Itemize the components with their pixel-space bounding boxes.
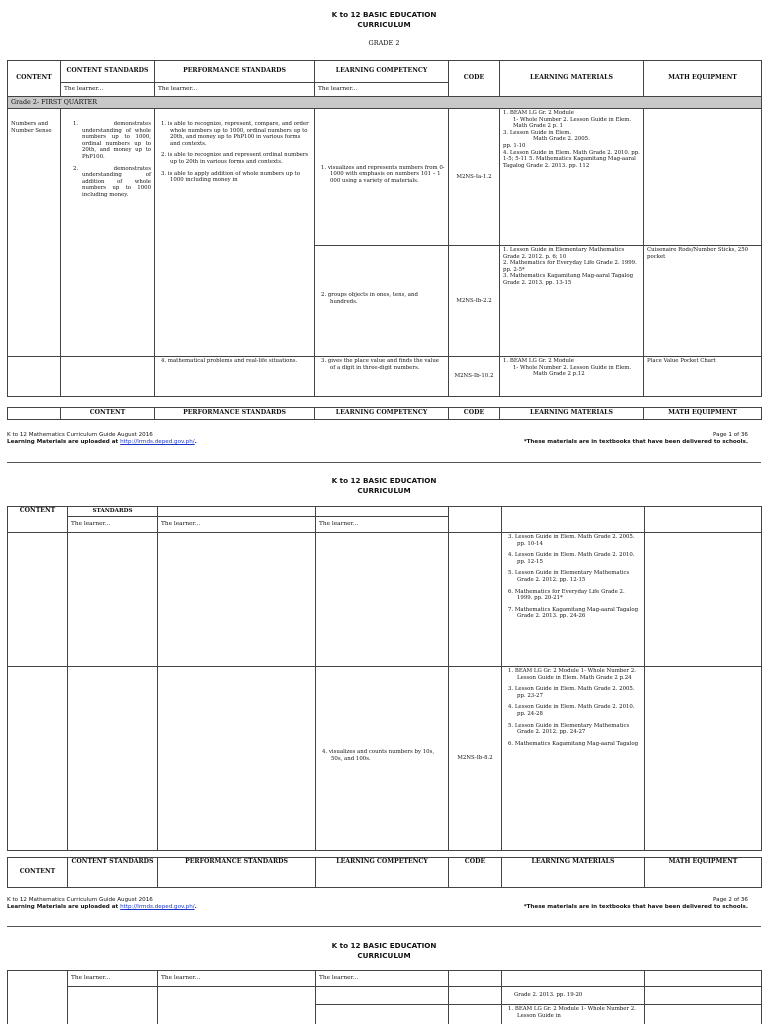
header-content: CONTENT: [61, 408, 155, 420]
performance-standards-cell: [158, 533, 316, 667]
content-standards-cell: [68, 987, 158, 1024]
material-line: 2. Mathematics for Everyday Life Grade 2. 1999. pp. 2-5*: [503, 260, 637, 273]
header-content: CONTENT: [8, 61, 61, 97]
code-cell: M2NS-Ib-8.2: [449, 667, 502, 851]
header-math-equipment: MATH EQUIPMENT: [645, 858, 762, 888]
material-line: 4. Lesson Guide in Elem. Math Grade 2. 2010. pp. 1-5; 5-11 5. Mathematics Kagamitang Mag-aaral Tagalog Grade 2. 2013. pp. 112: [503, 149, 640, 169]
equipment-cell: [645, 1005, 762, 1024]
header-content: CONTENT: [8, 858, 68, 888]
footer-note: *These materials are in textbooks that have been delivered to schools.: [523, 904, 748, 910]
material-line: 1. BEAM LG Gr. 2 Module: [503, 358, 574, 364]
footer-left: [7, 432, 197, 446]
header-performance-standards: PERFORMANCE STANDARDS: [155, 408, 315, 420]
material-line: 3. Mathematics Kagamitang Mag-aaral Tagalog Grade 2. 2013. pp. 13-15: [503, 273, 634, 286]
page-number: Page 2 of 36: [713, 897, 748, 903]
competency-cell: [315, 246, 449, 357]
header-content-standards: CONTENT STANDARDS: [61, 61, 155, 83]
equipment-cell: [645, 987, 762, 1005]
performance-standards-cell: [155, 109, 315, 357]
header-performance-standards: PERFORMANCE STANDARDS: [155, 61, 315, 83]
competency-cell: [316, 987, 449, 1005]
repeat-header-page2: [7, 857, 762, 888]
content-standards-cell: [61, 109, 155, 357]
learner-label: The learner...: [68, 517, 158, 533]
header-blank: [8, 971, 68, 1024]
material-line: Math Grade 2 p.12: [533, 371, 585, 378]
header-learning-competency: LEARNING COMPETENCY: [315, 408, 449, 420]
header-content-standards: CONTENT STANDARDS: [68, 858, 158, 888]
competency-cell: [316, 1005, 449, 1024]
code-cell: [449, 533, 502, 667]
content-standards-cell: [61, 357, 155, 397]
material-line: 1- Whole Number 2. Lesson Guide in Elem.: [513, 364, 632, 371]
content-standards-cell: [68, 667, 158, 851]
materials-cell: [502, 533, 645, 667]
footer-guide: K to 12 Mathematics Curriculum Guide August 2016: [7, 432, 153, 438]
doc-title-line1: K to 12 BASIC EDUCATION: [331, 476, 437, 485]
competency-cell: [315, 109, 449, 246]
learner-label: The learner...: [61, 83, 155, 97]
material-line: 4. Lesson Guide in Elem. Math Grade 2. 2010. pp. 24-28: [508, 704, 635, 717]
material-line: 4. Lesson Guide in Elem. Math Grade 2. 2010. pp. 12-15: [508, 552, 635, 565]
code-cell: M2NS-Ib-10.2: [449, 357, 500, 397]
header-blank: [449, 507, 502, 533]
performance-standard-item: 4. mathematical problems and real-life situations.: [161, 358, 298, 364]
doc-title-line1: K to 12 BASIC EDUCATION: [331, 941, 437, 950]
footer-url-link[interactable]: http://lrmds.deped.gov.ph/: [120, 904, 195, 910]
material-line: 5. Lesson Guide in Elementary Mathematics Grade 2. 2012. pp. 24-27: [508, 722, 630, 736]
equipment-cell: [645, 533, 762, 667]
materials-cell: [502, 667, 645, 851]
code-cell: M2NS-Ib-2.2: [449, 246, 500, 357]
header-blank: [8, 408, 61, 420]
header-math-equipment: MATH EQUIPMENT: [644, 408, 762, 420]
material-line: 1. BEAM LG Gr. 2 Module: [503, 110, 574, 116]
footer-url-link[interactable]: http://lrmds.deped.gov.ph/: [120, 439, 195, 445]
curriculum-table-page1: [7, 60, 762, 397]
header-blank: [158, 507, 316, 517]
header-blank: [645, 971, 762, 987]
page-number: Page 1 of 36: [713, 432, 748, 438]
material-line: pp. 1-10: [503, 142, 526, 149]
header-learning-materials: LEARNING MATERIALS: [500, 61, 644, 97]
page-separator: [7, 462, 761, 463]
equipment-cell: [645, 667, 762, 851]
header-code: CODE: [449, 61, 500, 97]
materials-cell: [500, 109, 644, 246]
curriculum-table-page2: [7, 506, 762, 851]
footer-lm-prefix: Learning Materials are uploaded at: [7, 904, 121, 910]
content-standard-item: 1. demonstrates understanding of whole numbers up to 1000, ordinal numbers up to 20th, and money up to PhP100.: [73, 121, 151, 160]
learner-label: The learner...: [316, 971, 449, 987]
footer-right: [524, 897, 748, 911]
learner-label: The learner...: [316, 517, 449, 533]
header-math-equipment: MATH EQUIPMENT: [644, 61, 762, 97]
equipment-cell: Place Value Pocket Chart: [644, 357, 762, 397]
content-area: Numbers and Number Sense: [8, 109, 61, 357]
competency-text: 2. groups objects in ones, tens, and hundreds.: [321, 291, 418, 305]
header-blank: [316, 507, 449, 517]
material-line: 7. Mathematics Kagamitang Mag-aaral Tagalog Grade 2. 2013. pp. 24-26: [508, 606, 639, 620]
learner-label: The learner...: [158, 517, 316, 533]
competency-cell: [315, 357, 449, 397]
quarter-label: Grade 2- FIRST QUARTER: [8, 97, 762, 109]
material-line: 3. Lesson Guide in Elem. Math Grade 2. 2005. pp. 23-27: [508, 686, 635, 699]
content-area: [8, 357, 61, 397]
grade-label: GRADE 2: [368, 39, 400, 47]
performance-standard-item: 2. is able to recognize and represent ordinal numbers up to 20th in various forms and contexts.: [161, 152, 309, 165]
code-cell: M2NS-Ia-1.2: [449, 109, 500, 246]
footer-lm-prefix: Learning Materials are uploaded at: [7, 439, 121, 445]
repeat-header-page1: [7, 407, 762, 420]
header-standards: STANDARDS: [68, 507, 158, 517]
header-blank: [502, 971, 645, 987]
header-code: CODE: [449, 408, 500, 420]
competency-text: 3. gives the place value and finds the value of a digit in three-digit numbers.: [321, 358, 439, 371]
footer-period: .: [194, 904, 197, 910]
competency-cell: [316, 533, 449, 667]
competency-cell: [316, 667, 449, 851]
footer-lm: [7, 439, 197, 446]
competency-text: 1. visualizes and represents numbers from 0-1000 with emphasis on numbers 101 – 1 000 using a variety of materials.: [321, 164, 445, 184]
material-line: 1. BEAM LG Gr. 2 Module 1- Whole Number 2. Lesson Guide in: [508, 1006, 636, 1019]
material-line: 5. Lesson Guide in Elementary Mathematics Grade 2. 2012. pp. 12-15: [508, 570, 630, 583]
performance-standard-item: 3. is able to apply addition of whole numbers up to 1000 including money in: [161, 170, 300, 184]
page-separator: [7, 926, 761, 927]
content-area: [8, 667, 68, 851]
content-standard-item: 2. demonstrates understanding of addition of whole numbers up to 1000 including money.: [73, 165, 151, 198]
learner-label: The learner...: [158, 971, 316, 987]
materials-cell: [502, 1005, 645, 1024]
footer-right: [524, 432, 748, 446]
footer-guide: K to 12 Mathematics Curriculum Guide August 2016: [7, 897, 153, 903]
performance-standard-item: 1. is able to recognize, represent, compare, and order whole numbers up to 1000, ordinal numbers up to 20th, and money up to PhP100 in various forms and contexts.: [161, 121, 309, 147]
doc-title-line2: CURRICULUM: [357, 19, 411, 29]
footer-note: *These materials are in textbooks that have been delivered to schools.: [523, 439, 748, 445]
materials-cell: Grade 2. 2013. pp. 19-20: [502, 987, 645, 1005]
performance-standards-cell: [158, 987, 316, 1024]
header-code: CODE: [449, 858, 502, 888]
performance-standards-cell: [155, 357, 315, 397]
learner-label: The learner...: [68, 971, 158, 987]
material-line: 6. Mathematics Kagamitang Mag-aaral Tagalog: [508, 740, 639, 747]
header-learning-competency: LEARNING COMPETENCY: [316, 858, 449, 888]
content-area: [8, 533, 68, 667]
material-line: 3. Lesson Guide in Elem.: [503, 129, 572, 136]
header-learning-materials: LEARNING MATERIALS: [502, 858, 645, 888]
footer-left: [7, 897, 197, 911]
footer-period: .: [194, 439, 197, 445]
code-cell: [449, 1005, 502, 1024]
material-line: 3. Lesson Guide in Elem. Math Grade 2. 2005. pp. 10-14: [508, 534, 635, 547]
header-blank: [502, 507, 645, 533]
content-standards-cell: [68, 533, 158, 667]
performance-standards-cell: [158, 667, 316, 851]
doc-title-line2: CURRICULUM: [357, 950, 411, 960]
curriculum-table-page3: [7, 970, 762, 1024]
header-blank: [645, 507, 762, 533]
header-content: CONTENT: [8, 507, 68, 533]
header-learning-materials: LEARNING MATERIALS: [500, 408, 644, 420]
material-line: Math Grade 2. 2005.: [533, 136, 590, 143]
doc-title-line2: CURRICULUM: [357, 485, 411, 495]
equipment-cell: Cuisenaire Rods/Number Sticks, 250 pocket: [644, 246, 762, 357]
header-learning-competency: LEARNING COMPETENCY: [315, 61, 449, 83]
material-line: 1- Whole Number 2. Lesson Guide in Elem. Math Grade 2 p. 1: [513, 116, 632, 130]
material-line: 6. Mathematics for Everyday Life Grade 2. 1999. pp. 20-21*: [508, 588, 625, 602]
material-line: 1. BEAM LG Gr. 2 Module 1- Whole Number 2. Lesson Guide in Elem. Math Grade 2 p.24: [508, 668, 636, 681]
materials-cell: [500, 357, 644, 397]
competency-text: 4. visualizes and counts numbers by 10s, 50s, and 100s.: [322, 749, 435, 762]
footer-lm: [7, 904, 197, 911]
header-performance-standards: PERFORMANCE STANDARDS: [158, 858, 316, 888]
equipment-cell: [644, 109, 762, 246]
learner-label: The learner...: [315, 83, 449, 97]
header-blank: [449, 971, 502, 987]
doc-title-line1: K to 12 BASIC EDUCATION: [331, 10, 437, 19]
code-cell: [449, 987, 502, 1005]
material-line: 1. Lesson Guide in Elementary Mathematics Grade 2. 2012. p. 6; 10: [503, 247, 625, 260]
learner-label: The learner...: [155, 83, 315, 97]
materials-cell: [500, 246, 644, 357]
